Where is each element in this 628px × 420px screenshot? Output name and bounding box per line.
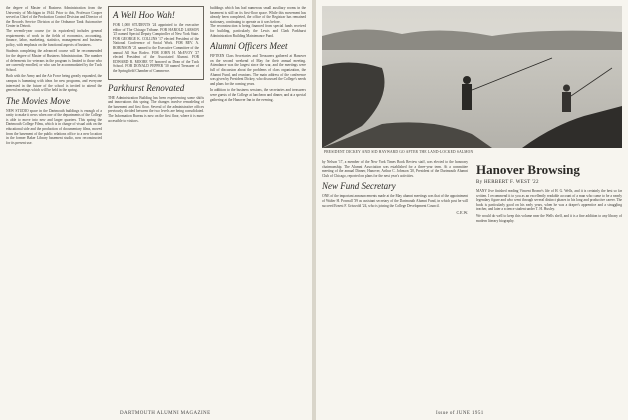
lake-photo: [322, 6, 622, 148]
section-heading: New Fund Secretary: [322, 181, 396, 192]
article-text: In addition to the business sessions, the secretaries and treasurers were guests of the College at luncheon and dinner, and at a special gathering at the Hanover Inn in the evening.: [210, 88, 306, 102]
article-text: THE Administration Building has been experiencing some shifts and innovations this spring. The changes involve remodeling of the basement and first floor. Several of the administrative offices previously divided between the two levels are being consolidated. The Information Bureau is now on the first floor, where it is more accessible to visitors.: [108, 95, 204, 123]
left-page: [0, 0, 312, 420]
page-footer: DARTMOUTH ALUMNI MAGAZINE: [120, 411, 211, 416]
column-title: Hanover Browsing: [476, 162, 580, 177]
author-initials: C.E.W.: [456, 210, 468, 216]
article-text: The reconstruction is being financed from special funds received for building, particularly the Lewis and Clark Parkhurst Administration Building Maintenance Fund.: [210, 24, 306, 38]
article-text: FIFTEEN Class Secretaries and Treasurers gathered at Hanover on the second weekend of May for their annual meeting. Attendance was the largest since the war, and the meetings were full of discussion about the problems of class organization, the Alumni Fund, and reunions. The main address of the conference was given by President Dickey, who discussed the College's needs and plans for the coming years.: [210, 54, 306, 86]
article-text: by Nelson '17, a member of the New York Times Book Review staff, was elected to the honorary chairmanship. The Alumni Association was established for a three-year term. At a committee meeting of the annual Dinner, Hanover, Arthur C. Johnson '20, President of the Dartmouth Alumni Club of Chicago, reported on plans for the next year's activities.: [322, 160, 468, 178]
left-column-2: [108, 6, 204, 406]
article-text: the degree of Master of Business Administration from the University of Michigan in 1944. Prior to this, Professor Cooper served as Chief of the Production Control Division and Director of the Records Service Division at the Ordnance Tank Automotive Center in Detroit.: [6, 6, 102, 29]
left-column-1: [6, 6, 102, 406]
right-column-1: [322, 160, 468, 410]
right-column-2: [476, 160, 622, 410]
photo-caption: PRESIDENT DICKEY AND SID HAYWARD GO AFTER THE LAND-LOCKED SALMON: [324, 150, 474, 154]
box-text: FOR 1,000 STUDENTS '24 appointed to the executive editor of The Chicago Tribune. FOR HAROLD LARSON '25 named Special Deputy Comptroller of New York State. FOR GEORGE K. COLLINS '17 elected President of the National Conference of Social Work. FOR REV. A. ROBINSON '21 named to the Executive Committee of the annual All Star Rodeo. FOR JOHN H. McEVOY '27 elected President of the Associated Alumni. FOR EDWARD R. MOORE '07 honored as Dean of the Tuck School. FOR DONALD PEPPER '30 named Treasurer of the Springfield Chamber of Commerce.: [113, 23, 199, 73]
section-heading: Alumni Officers Meet: [210, 41, 288, 52]
section-heading: Parkhurst Renovated: [108, 82, 185, 93]
right-page: [316, 0, 628, 420]
article-text: buildings which has had numerous small auxiliary rooms in the basement is still on its first-floor space. While this movement has already been completed, the office of the Registrar has remained stationary, continuing to operate as it was before.: [210, 6, 306, 24]
fishing-photo-image: [322, 6, 622, 148]
hoo-wah-box: [108, 6, 204, 80]
article-text: Both with the Army and the Air Force being greatly expanded, the campus is humming with ideas for new programs, and everyone interested in the future of the school is invited to attend the general meetings which will be held in the spring.: [6, 74, 102, 93]
article-text: NEW STUDIO space in the Dartmouth buildings is enough of a rarity to make it news when one of the departments of the College is able to move into new and larger quarters. This spring the Dartmouth College Films, which is in charge of visual aids on the educational side and the production of documentary films, moved from the basement of the public relations office to a new location in the former Baker Library basement studio, now reconstructed for its present use.: [6, 108, 102, 145]
box-heading: A Well Hoo Wah!: [113, 10, 175, 20]
page-footer: Issue of JUNE 1951: [436, 411, 484, 416]
byline: By HERBERT F. WEST '22: [476, 180, 539, 185]
article-text: ONE of the important announcements made at the May alumni meetings was that of the appointment of Walter H. Pownall '39 as assistant secretary of the Dartmouth Alumni Fund, in which post he will succeed Ernest F. Griswold '24, who is joining the College Development Council.: [322, 194, 468, 208]
left-column-3: [210, 6, 306, 406]
article-text: MANY Jive finished reading Vincent Brome's life of H. G. Wells, and it is certainly the best so far written. I recommend it to you as an excellently readable account of a man who came to be a nearly legendary figure and who went through several distinct phases in his long and productive career. The book is particularly good on his early years, when he was a draper's apprentice and a struggling teacher, and later a science student under T. H. Huxley.: [476, 189, 622, 212]
article-text: Students completing the advanced course will be recommended for the degree of Master of Business Administration. The number of deferments for veterans in the program is limited to those who are currently enrolled, or who can be accommodated by the Tuck School.: [6, 49, 102, 72]
section-heading: The Movies Move: [6, 95, 70, 106]
article-text: The seventh-year course (or its equivalent) includes general requirements of work in the fields of economics, accounting, finance, labor, marketing, statistics, management and business policy, with emphasis on the functional aspects of business.: [6, 28, 102, 47]
article-text: We would do well to keep this volume near the Wells shelf, and it is a fine addition to any library of modern literary biography.: [476, 213, 622, 223]
